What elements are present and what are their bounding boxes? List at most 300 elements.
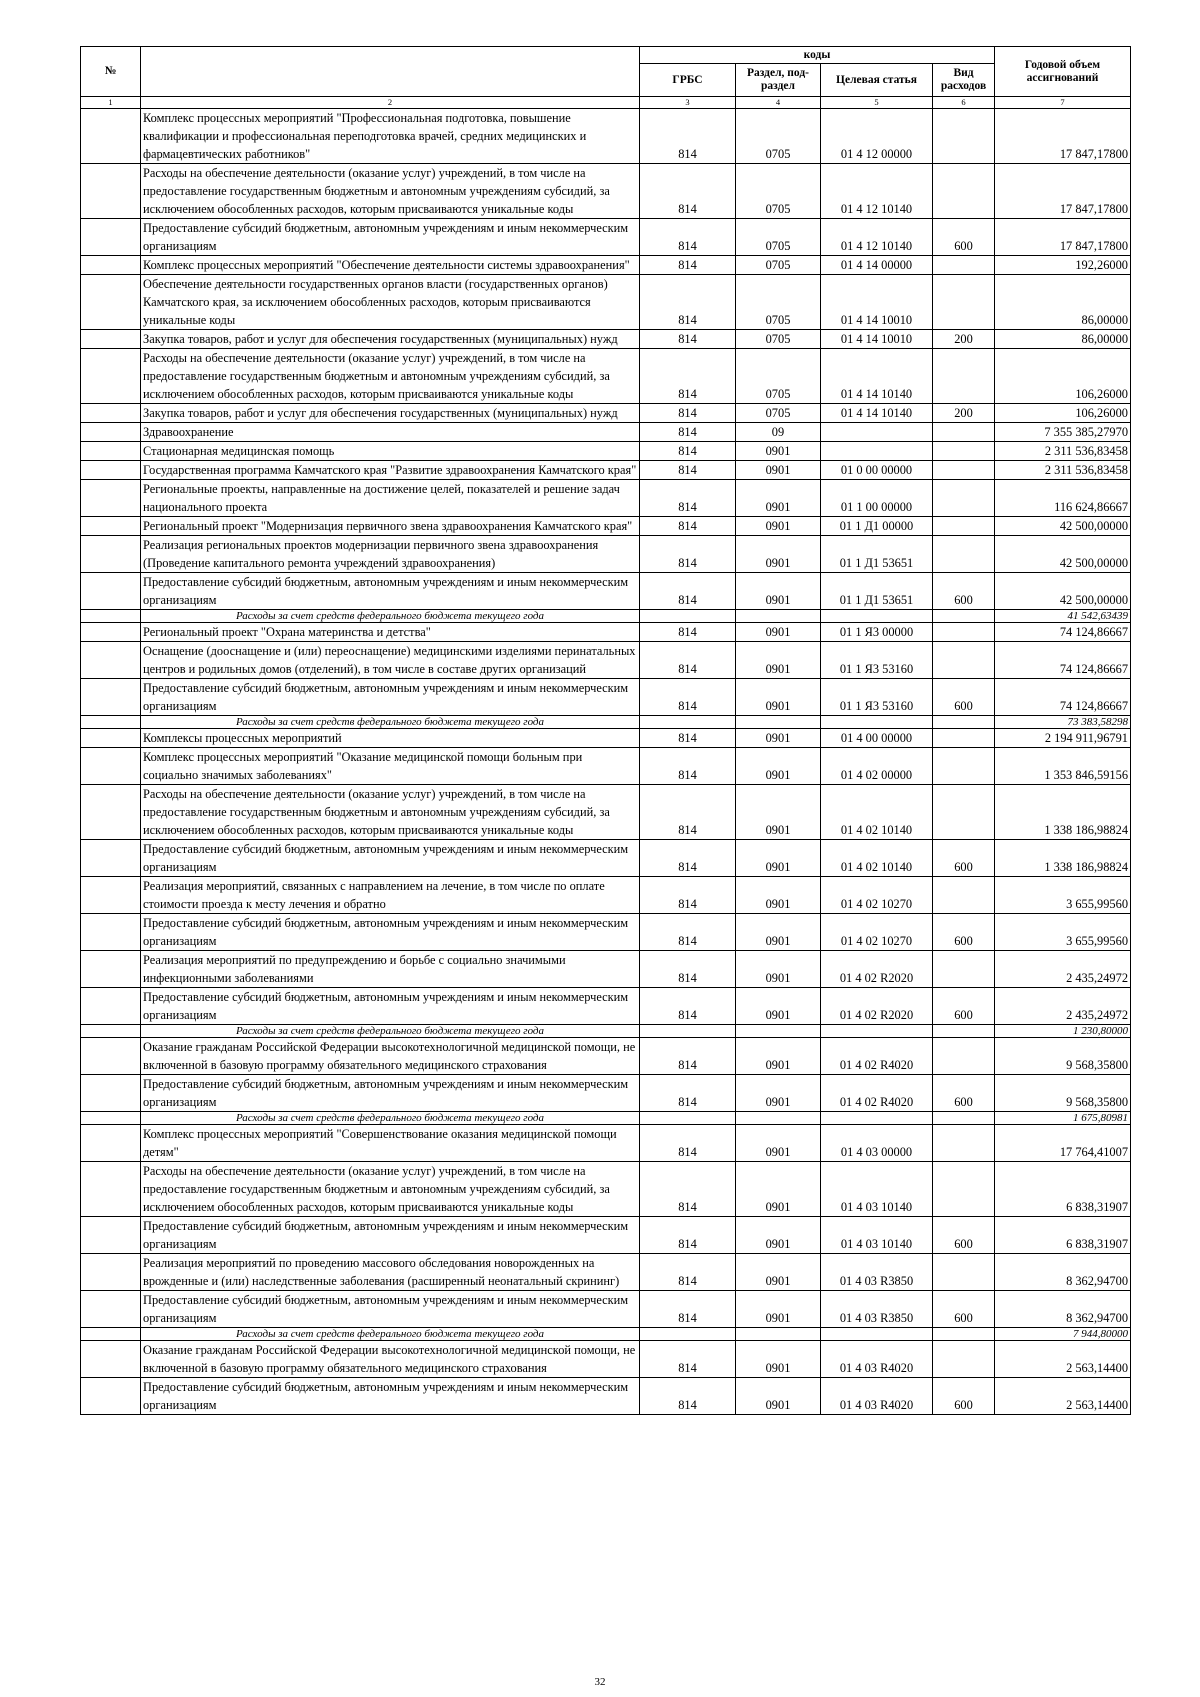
cell-number — [81, 951, 141, 988]
cell-section: 09 — [736, 423, 821, 442]
cell-exp-type: 600 — [933, 1075, 995, 1112]
cell-number — [81, 679, 141, 716]
cell-grbs — [640, 716, 736, 729]
cell-grbs: 814 — [640, 164, 736, 219]
cell-name: Предоставление субсидий бюджетным, автономным учреждениям и иным некоммерческим организациям — [141, 988, 640, 1025]
cell-name: Предоставление субсидий бюджетным, автономным учреждениям и иным некоммерческим организациям — [141, 1217, 640, 1254]
cell-amount: 2 563,14400 — [995, 1378, 1131, 1415]
cell-exp-type — [933, 1328, 995, 1341]
cell-grbs: 814 — [640, 623, 736, 642]
cell-name: Закупка товаров, работ и услуг для обеспечения государственных (муниципальных) нужд — [141, 404, 640, 423]
cell-number — [81, 423, 141, 442]
cell-amount: 6 838,31907 — [995, 1162, 1131, 1217]
cell-target: 01 4 12 00000 — [821, 109, 933, 164]
cell-name: Расходы за счет средств федерального бюджета текущего года — [141, 1025, 640, 1038]
note-row — [81, 1025, 1131, 1038]
cell-section: 0901 — [736, 951, 821, 988]
cell-target: 01 4 12 10140 — [821, 164, 933, 219]
cell-exp-type — [933, 517, 995, 536]
cell-section — [736, 716, 821, 729]
cell-name: Региональные проекты, направленные на достижение целей, показателей и решение задач национального проекта — [141, 480, 640, 517]
table-row — [81, 1075, 1131, 1112]
table-row — [81, 275, 1131, 330]
cell-number — [81, 623, 141, 642]
header-target: Целевая статья — [821, 64, 933, 97]
cell-target: 01 4 03 R3850 — [821, 1254, 933, 1291]
table-row — [81, 517, 1131, 536]
cell-amount: 73 383,58298 — [995, 716, 1131, 729]
cell-section: 0901 — [736, 1254, 821, 1291]
cell-grbs: 814 — [640, 748, 736, 785]
cell-section: 0901 — [736, 442, 821, 461]
cell-grbs: 814 — [640, 679, 736, 716]
cell-section: 0901 — [736, 642, 821, 679]
table-row — [81, 1038, 1131, 1075]
cell-number — [81, 164, 141, 219]
cell-name: Стационарная медицинская помощь — [141, 442, 640, 461]
cell-amount: 9 568,35800 — [995, 1075, 1131, 1112]
cell-number — [81, 1162, 141, 1217]
table-row — [81, 330, 1131, 349]
cell-grbs: 814 — [640, 840, 736, 877]
cell-name: Комплекс процессных мероприятий "Обеспечение деятельности системы здравоохранения" — [141, 256, 640, 275]
cell-grbs — [640, 1328, 736, 1341]
table-row — [81, 877, 1131, 914]
cell-exp-type — [933, 623, 995, 642]
cell-number — [81, 573, 141, 610]
table-row — [81, 480, 1131, 517]
cell-grbs: 814 — [640, 785, 736, 840]
cell-number — [81, 1038, 141, 1075]
cell-amount: 1 338 186,98824 — [995, 840, 1131, 877]
cell-section: 0901 — [736, 1162, 821, 1217]
cell-exp-type — [933, 442, 995, 461]
cell-target — [821, 610, 933, 623]
cell-amount: 74 124,86667 — [995, 642, 1131, 679]
cell-exp-type — [933, 109, 995, 164]
cell-name: Предоставление субсидий бюджетным, автономным учреждениям и иным некоммерческим организациям — [141, 1291, 640, 1328]
cell-section: 0901 — [736, 914, 821, 951]
cell-exp-type: 600 — [933, 914, 995, 951]
cell-exp-type — [933, 1112, 995, 1125]
cell-exp-type: 200 — [933, 330, 995, 349]
cell-amount: 9 568,35800 — [995, 1038, 1131, 1075]
cell-name: Предоставление субсидий бюджетным, автономным учреждениям и иным некоммерческим организациям — [141, 219, 640, 256]
cell-exp-type — [933, 480, 995, 517]
cell-grbs: 814 — [640, 219, 736, 256]
cell-number — [81, 517, 141, 536]
cell-target: 01 4 02 10270 — [821, 914, 933, 951]
header-section: Раздел, под-раздел — [736, 64, 821, 97]
cell-exp-type: 600 — [933, 1291, 995, 1328]
note-row — [81, 1328, 1131, 1341]
cell-number — [81, 480, 141, 517]
cell-name: Расходы на обеспечение деятельности (оказание услуг) учреждений, в том числе на предоставление государственным бюджетным и автономным учреждениям субсидий, за исключением обособленных расходов, которым присваиваются уникальные коды — [141, 785, 640, 840]
cell-number — [81, 330, 141, 349]
cell-target: 01 1 00 00000 — [821, 480, 933, 517]
cell-grbs: 814 — [640, 1291, 736, 1328]
cell-name: Предоставление субсидий бюджетным, автономным учреждениям и иным некоммерческим организациям — [141, 679, 640, 716]
col-number-6: 6 — [933, 97, 995, 109]
cell-number — [81, 1378, 141, 1415]
cell-name: Расходы на обеспечение деятельности (оказание услуг) учреждений, в том числе на предоставление государственным бюджетным и автономным учреждениям субсидий, за исключением обособленных расходов, которым присваиваются уникальные коды — [141, 1162, 640, 1217]
header-name — [141, 47, 640, 97]
cell-target — [821, 1328, 933, 1341]
cell-grbs: 814 — [640, 951, 736, 988]
cell-name: Предоставление субсидий бюджетным, автономным учреждениям и иным некоммерческим организациям — [141, 1378, 640, 1415]
cell-grbs: 814 — [640, 256, 736, 275]
cell-section: 0901 — [736, 1075, 821, 1112]
cell-section: 0705 — [736, 109, 821, 164]
cell-target — [821, 1025, 933, 1038]
cell-amount: 41 542,63439 — [995, 610, 1131, 623]
cell-target: 01 4 02 10140 — [821, 840, 933, 877]
cell-amount: 17 764,41007 — [995, 1125, 1131, 1162]
cell-exp-type — [933, 536, 995, 573]
cell-target: 01 4 02 R2020 — [821, 988, 933, 1025]
cell-section: 0705 — [736, 404, 821, 423]
cell-section — [736, 1328, 821, 1341]
cell-target: 01 1 Я3 53160 — [821, 642, 933, 679]
cell-exp-type: 200 — [933, 404, 995, 423]
cell-amount: 2 194 911,96791 — [995, 729, 1131, 748]
cell-number — [81, 877, 141, 914]
cell-amount: 42 500,00000 — [995, 573, 1131, 610]
cell-section: 0705 — [736, 219, 821, 256]
cell-amount: 192,26000 — [995, 256, 1131, 275]
header-number: № — [81, 47, 141, 97]
cell-target: 01 4 02 R2020 — [821, 951, 933, 988]
cell-name: Предоставление субсидий бюджетным, автономным учреждениям и иным некоммерческим организациям — [141, 573, 640, 610]
cell-exp-type: 600 — [933, 679, 995, 716]
cell-grbs: 814 — [640, 404, 736, 423]
cell-amount: 74 124,86667 — [995, 679, 1131, 716]
cell-section: 0705 — [736, 256, 821, 275]
cell-exp-type — [933, 349, 995, 404]
cell-number — [81, 461, 141, 480]
table-row — [81, 679, 1131, 716]
table-row — [81, 442, 1131, 461]
cell-grbs: 814 — [640, 1125, 736, 1162]
table-row — [81, 1217, 1131, 1254]
cell-exp-type — [933, 642, 995, 679]
cell-number — [81, 1291, 141, 1328]
cell-amount: 42 500,00000 — [995, 536, 1131, 573]
table-row — [81, 349, 1131, 404]
cell-name: Расходы на обеспечение деятельности (оказание услуг) учреждений, в том числе на предоставление государственным бюджетным и автономным учреждениям субсидий, за исключением обособленных расходов, которым присваиваются уникальные коды — [141, 164, 640, 219]
header-exp-type: Вид расходов — [933, 64, 995, 97]
table-row — [81, 785, 1131, 840]
cell-grbs: 814 — [640, 517, 736, 536]
cell-number — [81, 219, 141, 256]
cell-amount: 17 847,17800 — [995, 164, 1131, 219]
cell-name: Расходы на обеспечение деятельности (оказание услуг) учреждений, в том числе на предоставление государственным бюджетным и автономным учреждениям субсидий, за исключением обособленных расходов, которым присваиваются уникальные коды — [141, 349, 640, 404]
col-number-1: 1 — [81, 97, 141, 109]
table-body — [81, 109, 1131, 1415]
cell-section: 0901 — [736, 988, 821, 1025]
cell-exp-type — [933, 877, 995, 914]
table-row — [81, 1125, 1131, 1162]
cell-target: 01 4 03 R4020 — [821, 1341, 933, 1378]
cell-number — [81, 729, 141, 748]
cell-grbs: 814 — [640, 1217, 736, 1254]
cell-amount: 2 311 536,83458 — [995, 442, 1131, 461]
cell-amount: 3 655,99560 — [995, 914, 1131, 951]
cell-section: 0705 — [736, 330, 821, 349]
cell-name: Государственная программа Камчатского края "Развитие здравоохранения Камчатского края" — [141, 461, 640, 480]
cell-grbs: 814 — [640, 480, 736, 517]
cell-exp-type: 600 — [933, 573, 995, 610]
cell-amount: 3 655,99560 — [995, 877, 1131, 914]
cell-amount: 116 624,86667 — [995, 480, 1131, 517]
table-row — [81, 219, 1131, 256]
cell-grbs: 814 — [640, 1378, 736, 1415]
table-row — [81, 1254, 1131, 1291]
cell-name: Предоставление субсидий бюджетным, автономным учреждениям и иным некоммерческим организациям — [141, 1075, 640, 1112]
table-row — [81, 951, 1131, 988]
cell-amount: 106,26000 — [995, 349, 1131, 404]
cell-number — [81, 716, 141, 729]
cell-amount: 17 847,17800 — [995, 219, 1131, 256]
cell-amount: 7 944,80000 — [995, 1328, 1131, 1341]
cell-name: Закупка товаров, работ и услуг для обеспечения государственных (муниципальных) нужд — [141, 330, 640, 349]
table-row — [81, 914, 1131, 951]
cell-grbs: 814 — [640, 1038, 736, 1075]
cell-target: 01 1 Я3 53160 — [821, 679, 933, 716]
cell-grbs: 814 — [640, 349, 736, 404]
cell-grbs: 814 — [640, 573, 736, 610]
cell-target: 01 4 03 R4020 — [821, 1378, 933, 1415]
cell-target — [821, 423, 933, 442]
cell-number — [81, 1217, 141, 1254]
cell-number — [81, 256, 141, 275]
cell-name: Региональный проект "Модернизация первичного звена здравоохранения Камчатского края" — [141, 517, 640, 536]
cell-number — [81, 840, 141, 877]
cell-name: Предоставление субсидий бюджетным, автономным учреждениям и иным некоммерческим организациям — [141, 914, 640, 951]
cell-name: Расходы за счет средств федерального бюджета текущего года — [141, 1112, 640, 1125]
cell-exp-type — [933, 610, 995, 623]
cell-number — [81, 1025, 141, 1038]
table-row — [81, 1162, 1131, 1217]
cell-section: 0901 — [736, 679, 821, 716]
cell-exp-type: 600 — [933, 219, 995, 256]
cell-name: Реализация региональных проектов модернизации первичного звена здравоохранения (Проведение капитального ремонта учреждений здравоохранения) — [141, 536, 640, 573]
cell-grbs: 814 — [640, 729, 736, 748]
note-row — [81, 716, 1131, 729]
cell-name: Реализация мероприятий по предупреждению и борьбе с социально значимыми инфекционными заболеваниями — [141, 951, 640, 988]
cell-name: Обеспечение деятельности государственных органов власти (государственных органов) Камчатского края, за исключением обособленных расходов, которым присваиваются уникальные коды — [141, 275, 640, 330]
cell-target: 01 0 00 00000 — [821, 461, 933, 480]
cell-section: 0901 — [736, 573, 821, 610]
table-row — [81, 840, 1131, 877]
cell-exp-type — [933, 729, 995, 748]
cell-grbs: 814 — [640, 1075, 736, 1112]
cell-grbs — [640, 610, 736, 623]
cell-exp-type — [933, 1162, 995, 1217]
table-row — [81, 729, 1131, 748]
cell-exp-type: 600 — [933, 988, 995, 1025]
table-row — [81, 748, 1131, 785]
cell-exp-type: 600 — [933, 840, 995, 877]
cell-amount: 106,26000 — [995, 404, 1131, 423]
cell-grbs: 814 — [640, 536, 736, 573]
cell-section: 0901 — [736, 785, 821, 840]
cell-name: Комплекс процессных мероприятий "Профессиональная подготовка, повышение квалификации и профессиональная переподготовка врачей, средних медицинских и фармацевтических работников" — [141, 109, 640, 164]
cell-target: 01 4 02 00000 — [821, 748, 933, 785]
cell-number — [81, 1341, 141, 1378]
cell-target: 01 4 02 10140 — [821, 785, 933, 840]
cell-number — [81, 748, 141, 785]
cell-section: 0901 — [736, 1125, 821, 1162]
cell-number — [81, 642, 141, 679]
cell-number — [81, 349, 141, 404]
cell-amount: 2 563,14400 — [995, 1341, 1131, 1378]
cell-target: 01 1 Д1 00000 — [821, 517, 933, 536]
cell-name: Реализация мероприятий, связанных с направлением на лечение, в том числе по оплате стоимости проезда к месту лечения и обратно — [141, 877, 640, 914]
cell-number — [81, 109, 141, 164]
cell-grbs: 814 — [640, 877, 736, 914]
table-row — [81, 423, 1131, 442]
cell-amount: 2 435,24972 — [995, 988, 1131, 1025]
cell-target: 01 4 03 R3850 — [821, 1291, 933, 1328]
cell-target: 01 4 14 10140 — [821, 404, 933, 423]
cell-section — [736, 1112, 821, 1125]
cell-section: 0901 — [736, 877, 821, 914]
cell-amount: 7 355 385,27970 — [995, 423, 1131, 442]
cell-section: 0705 — [736, 275, 821, 330]
cell-number — [81, 275, 141, 330]
cell-target — [821, 442, 933, 461]
note-row — [81, 1112, 1131, 1125]
table-row — [81, 256, 1131, 275]
cell-name: Оказание гражданам Российской Федерации высокотехнологичной медицинской помощи, не включенной в базовую программу обязательного медицинского страхования — [141, 1341, 640, 1378]
cell-target: 01 1 Д1 53651 — [821, 573, 933, 610]
cell-name: Комплекс процессных мероприятий "Совершенствование оказания медицинской помощи детям" — [141, 1125, 640, 1162]
cell-exp-type — [933, 1125, 995, 1162]
cell-amount: 6 838,31907 — [995, 1217, 1131, 1254]
cell-target: 01 1 Я3 00000 — [821, 623, 933, 642]
budget-table — [80, 46, 1131, 1415]
table-row — [81, 404, 1131, 423]
cell-exp-type — [933, 1254, 995, 1291]
cell-section: 0901 — [736, 840, 821, 877]
header-codes: коды — [640, 47, 995, 64]
cell-amount: 8 362,94700 — [995, 1254, 1131, 1291]
table-row — [81, 1291, 1131, 1328]
cell-number — [81, 1254, 141, 1291]
cell-grbs: 814 — [640, 1162, 736, 1217]
cell-amount: 86,00000 — [995, 330, 1131, 349]
cell-name: Расходы за счет средств федерального бюджета текущего года — [141, 610, 640, 623]
col-number-5: 5 — [821, 97, 933, 109]
cell-name: Расходы за счет средств федерального бюджета текущего года — [141, 1328, 640, 1341]
cell-amount: 1 230,80000 — [995, 1025, 1131, 1038]
cell-section — [736, 610, 821, 623]
cell-exp-type — [933, 1025, 995, 1038]
cell-amount: 42 500,00000 — [995, 517, 1131, 536]
cell-section: 0901 — [736, 517, 821, 536]
cell-grbs: 814 — [640, 423, 736, 442]
cell-amount: 2 435,24972 — [995, 951, 1131, 988]
table-row — [81, 988, 1131, 1025]
table-row — [81, 109, 1131, 164]
cell-section: 0901 — [736, 1217, 821, 1254]
cell-amount: 1 675,80981 — [995, 1112, 1131, 1125]
cell-section: 0705 — [736, 164, 821, 219]
cell-target: 01 4 02 R4020 — [821, 1038, 933, 1075]
cell-grbs: 814 — [640, 275, 736, 330]
cell-exp-type: 600 — [933, 1217, 995, 1254]
cell-exp-type: 600 — [933, 1378, 995, 1415]
cell-name: Реализация мероприятий по проведению массового обследования новорожденных на врожденные и (или) наследственные заболевания (расширенный неонатальный скрининг) — [141, 1254, 640, 1291]
cell-section: 0901 — [736, 729, 821, 748]
col-number-2: 2 — [141, 97, 640, 109]
cell-grbs — [640, 1025, 736, 1038]
cell-target — [821, 1112, 933, 1125]
cell-amount: 86,00000 — [995, 275, 1131, 330]
cell-target: 01 4 14 10010 — [821, 330, 933, 349]
cell-exp-type — [933, 164, 995, 219]
cell-number — [81, 404, 141, 423]
cell-number — [81, 610, 141, 623]
cell-number — [81, 988, 141, 1025]
cell-grbs: 814 — [640, 109, 736, 164]
cell-number — [81, 914, 141, 951]
cell-name: Региональный проект "Охрана материнства и детства" — [141, 623, 640, 642]
cell-number — [81, 536, 141, 573]
cell-exp-type — [933, 275, 995, 330]
cell-grbs: 814 — [640, 988, 736, 1025]
cell-number — [81, 785, 141, 840]
cell-exp-type — [933, 748, 995, 785]
cell-name: Расходы за счет средств федерального бюджета текущего года — [141, 716, 640, 729]
cell-number — [81, 1075, 141, 1112]
cell-target: 01 4 12 10140 — [821, 219, 933, 256]
cell-target: 01 4 02 R4020 — [821, 1075, 933, 1112]
cell-target: 01 1 Д1 53651 — [821, 536, 933, 573]
table-row — [81, 642, 1131, 679]
cell-target: 01 4 00 00000 — [821, 729, 933, 748]
cell-target: 01 4 03 10140 — [821, 1217, 933, 1254]
cell-target: 01 4 02 10270 — [821, 877, 933, 914]
page-number: 32 — [594, 1676, 606, 1688]
table-row — [81, 461, 1131, 480]
table-row — [81, 164, 1131, 219]
cell-number — [81, 1328, 141, 1341]
cell-grbs: 814 — [640, 914, 736, 951]
cell-grbs: 814 — [640, 330, 736, 349]
cell-exp-type — [933, 256, 995, 275]
cell-amount: 1 353 846,59156 — [995, 748, 1131, 785]
cell-section: 0901 — [736, 480, 821, 517]
cell-exp-type — [933, 1038, 995, 1075]
cell-section: 0705 — [736, 349, 821, 404]
cell-name: Здравоохранение — [141, 423, 640, 442]
cell-name: Оснащение (дооснащение и (или) переоснащение) медицинскими изделиями перинатальных центров и родильных домов (отделений), в том числе в составе других организаций — [141, 642, 640, 679]
cell-amount: 8 362,94700 — [995, 1291, 1131, 1328]
cell-name: Предоставление субсидий бюджетным, автономным учреждениям и иным некоммерческим организациям — [141, 840, 640, 877]
col-number-3: 3 — [640, 97, 736, 109]
cell-exp-type — [933, 716, 995, 729]
cell-exp-type — [933, 1341, 995, 1378]
cell-exp-type — [933, 951, 995, 988]
cell-section: 0901 — [736, 748, 821, 785]
col-number-4: 4 — [736, 97, 821, 109]
cell-section: 0901 — [736, 1038, 821, 1075]
cell-grbs: 814 — [640, 1341, 736, 1378]
table-row — [81, 623, 1131, 642]
cell-number — [81, 1125, 141, 1162]
